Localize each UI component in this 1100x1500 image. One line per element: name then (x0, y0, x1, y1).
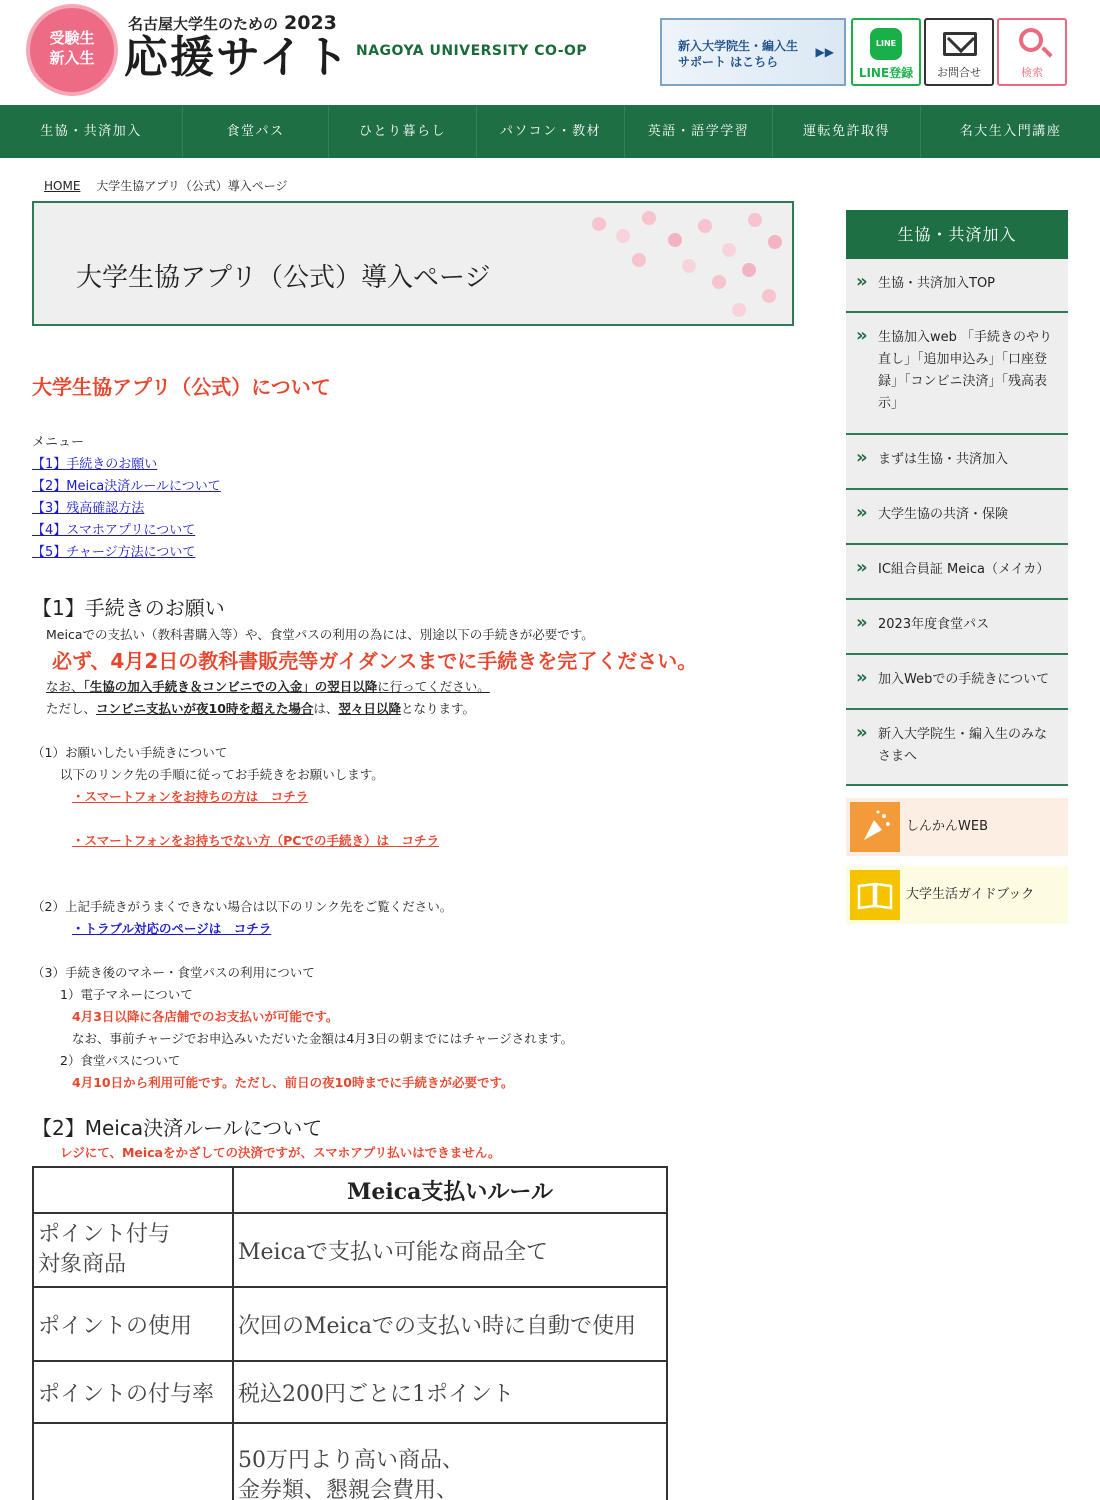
badge-line1: 受験生 (49, 29, 95, 47)
table-title: Meica支払いルール (233, 1167, 667, 1213)
sidebar-item-meica[interactable]: » IC組合員証 Meica（メイカ） (846, 545, 1068, 600)
note2-a: ただし、 (46, 701, 97, 716)
q3-emoney-note: 4月3日以降に各店舗でのお支払いが可能です。 (72, 1009, 339, 1024)
section2-note: レジにて、Meicaをかざしての決済ですが、スマホアプリ払いはできません。 (60, 1145, 501, 1160)
table-cell-label (33, 1423, 233, 1500)
nav-item-pc-materials[interactable]: パソコン・教材 (476, 105, 624, 158)
menu-link-procedure[interactable]: 【1】手続きのお願い (32, 457, 158, 472)
pc-procedure-link[interactable]: ・スマートフォンをお持ちでない方（PCでの手続き）は コチラ (72, 833, 439, 848)
sidebar-item-coop-top[interactable]: » 生協・共済加入TOP (846, 259, 1068, 313)
note1-b: 「生協の加入手続き＆コンビニでの入金」の翌日以降 (83, 679, 378, 694)
double-chevron-right-icon: ▶▶ (815, 45, 834, 59)
search-icon (1019, 28, 1043, 52)
party-popper-icon (850, 802, 900, 852)
sidebar-item-join-first[interactable]: » まずは生協・共済加入 (846, 435, 1068, 490)
trouble-page-link[interactable]: ・トラブル対応のページは コチラ (72, 921, 272, 936)
table-cell-label: ポイントの付与率 (33, 1361, 233, 1423)
q3-emoney: 1）電子マネーについて (60, 987, 193, 1002)
q1-desc: 以下のリンク先の手順に従ってお手続きをお願いします。 (60, 767, 384, 782)
sidebar-item-grad-students[interactable]: » 新入大学院生・編入生のみなさまへ (846, 710, 1068, 786)
cherry-blossom-image (572, 203, 792, 325)
section1-deadline: 必ず、4月2日の教科書販売等ガイダンスまでに手続きを完了ください。 (52, 649, 698, 673)
menu-label: メニュー (32, 435, 85, 450)
nav-item-language[interactable]: 英語・語学学習 (624, 105, 772, 158)
section1-intro: Meicaでの支払い（教科書購入等）や、食堂パスの利用の為には、別途以下の手続きが必要です。 (46, 627, 594, 642)
site-title[interactable]: 応援サイト (124, 32, 351, 83)
table-cell-label: ポイントの使用 (33, 1287, 233, 1361)
site-subtitle (128, 12, 337, 34)
sidebar-heading: 生協・共済加入 (846, 210, 1068, 259)
main-content (32, 370, 812, 1162)
nav-item-intro-course[interactable]: 名大生入門講座 (920, 105, 1100, 158)
nav-item-living-alone[interactable]: ひとり暮らし (328, 105, 476, 158)
note2-e: となります。 (400, 701, 475, 716)
page-title-box (32, 201, 794, 326)
shinkan-web-label: しんかんWEB (906, 819, 988, 834)
table-header-empty (33, 1167, 233, 1213)
line-icon: LINE (870, 28, 902, 60)
grad-support-link[interactable] (660, 18, 846, 86)
table-cell-label: ポイント付与 対象商品 (33, 1213, 233, 1287)
q1-heading: （1）お願いしたい手続きについて (32, 745, 228, 760)
section1-note2 (32, 698, 812, 720)
mail-icon (943, 32, 977, 56)
breadcrumb-home-link[interactable]: HOME (44, 179, 81, 193)
page-title: 大学生協アプリ（公式）導入ページ (76, 263, 491, 293)
q3-cafeteria: 2）食堂パスについて (60, 1053, 181, 1068)
menu-link-charge[interactable]: 【5】チャージ方法について (32, 545, 196, 560)
global-nav (0, 105, 1100, 158)
table-row (33, 1287, 667, 1361)
section1-note1 (32, 676, 812, 698)
table-row (33, 1361, 667, 1423)
sidebar (846, 210, 1068, 924)
site-year: 2023 (284, 12, 337, 34)
subtitle-text: 名古屋大学生のための (128, 15, 279, 33)
sidebar-item-web-procedure[interactable]: » 加入Webでの手続きについて (846, 655, 1068, 710)
grad-support-line1: 新入大学院生・編入生 (678, 39, 799, 53)
sidebar-item-coop-web[interactable]: » 生協加入web 「手続きのやり直し」「追加申込み」「口座登録」「コンビニ決済」「残高表示」 (846, 313, 1068, 435)
search-label: 検索 (1021, 66, 1043, 79)
guidebook-banner[interactable] (846, 866, 1068, 924)
table-cell-value: Meicaで支払い可能な商品全て (233, 1213, 667, 1287)
table-row (33, 1423, 667, 1500)
shinkan-web-banner[interactable] (846, 798, 1068, 856)
section2-heading: 【2】Meica決済ルールについて (32, 1116, 323, 1140)
menu-link-meica-rules[interactable]: 【2】Meica決済ルールについて (32, 479, 221, 494)
grad-support-line2: サポート はこちら (678, 55, 779, 69)
site-header (0, 0, 1100, 105)
meica-rules-table (32, 1166, 668, 1500)
about-heading: 大学生協アプリ（公式）について (32, 375, 331, 399)
q3-cafeteria-note: 4月10日から利用可能です。ただし、前日の夜10時までに手続きが必要です。 (72, 1075, 514, 1090)
badge-line2: 新入生 (49, 49, 95, 67)
q3-heading: （3）手続き後のマネー・食堂パスの利用について (32, 965, 315, 980)
table-header-row (33, 1167, 667, 1213)
table-cell-value: 50万円より高い商品、 金券類、懇親会費用、 (233, 1423, 667, 1500)
nav-item-coop-join[interactable]: 生協・共済加入 (40, 124, 142, 139)
q2-heading: （2）上記手続きがうまくできない場合は以下のリンク先をご覧ください。 (32, 899, 453, 914)
section1-heading: 【1】手続きのお願い (32, 596, 225, 620)
note2-d: 翌々日以降 (338, 701, 401, 716)
sidebar-item-cafeteria-pass[interactable]: » 2023年度食堂パス (846, 600, 1068, 655)
guidebook-label: 大学生活ガイドブック (906, 887, 1035, 902)
note2-b: コンビニ支払いが夜10時を超えた場合 (96, 701, 314, 716)
menu-link-balance[interactable]: 【3】残高確認方法 (32, 501, 145, 516)
note1-a: なお、 (46, 679, 84, 694)
nav-item-cafeteria-pass[interactable]: 食堂パス (182, 105, 328, 158)
freshman-badge (30, 8, 114, 92)
table-cell-value: 次回のMeicaでの支払い時に自動で使用 (233, 1287, 667, 1361)
line-register-button[interactable] (851, 18, 921, 86)
table-row (33, 1213, 667, 1287)
coop-name: NAGOYA UNIVERSITY CO-OP (356, 43, 588, 59)
sidebar-item-insurance[interactable]: » 大学生協の共済・保険 (846, 490, 1068, 545)
nav-item-driving-license[interactable]: 運転免許取得 (772, 105, 920, 158)
note2-c: は、 (313, 701, 339, 716)
menu-link-app[interactable]: 【4】スマホアプリについて (32, 523, 196, 538)
table-cell-value: 税込200円ごとに1ポイント (233, 1361, 667, 1423)
note1-c: に行ってください。 (377, 679, 490, 694)
contact-label: お問合せ (937, 66, 981, 79)
search-button[interactable] (997, 18, 1067, 86)
book-icon (850, 870, 900, 920)
line-register-label: LINE登録 (858, 66, 914, 80)
breadcrumb (44, 177, 288, 194)
contact-button[interactable] (924, 18, 994, 86)
breadcrumb-current: 大学生協アプリ（公式）導入ページ (96, 179, 288, 193)
q3-emoney-charge: なお、事前チャージでお申込みいただいた金額は4月3日の朝までにはチャージされます。 (72, 1031, 574, 1046)
smartphone-procedure-link[interactable]: ・スマートフォンをお持ちの方は コチラ (72, 789, 309, 804)
